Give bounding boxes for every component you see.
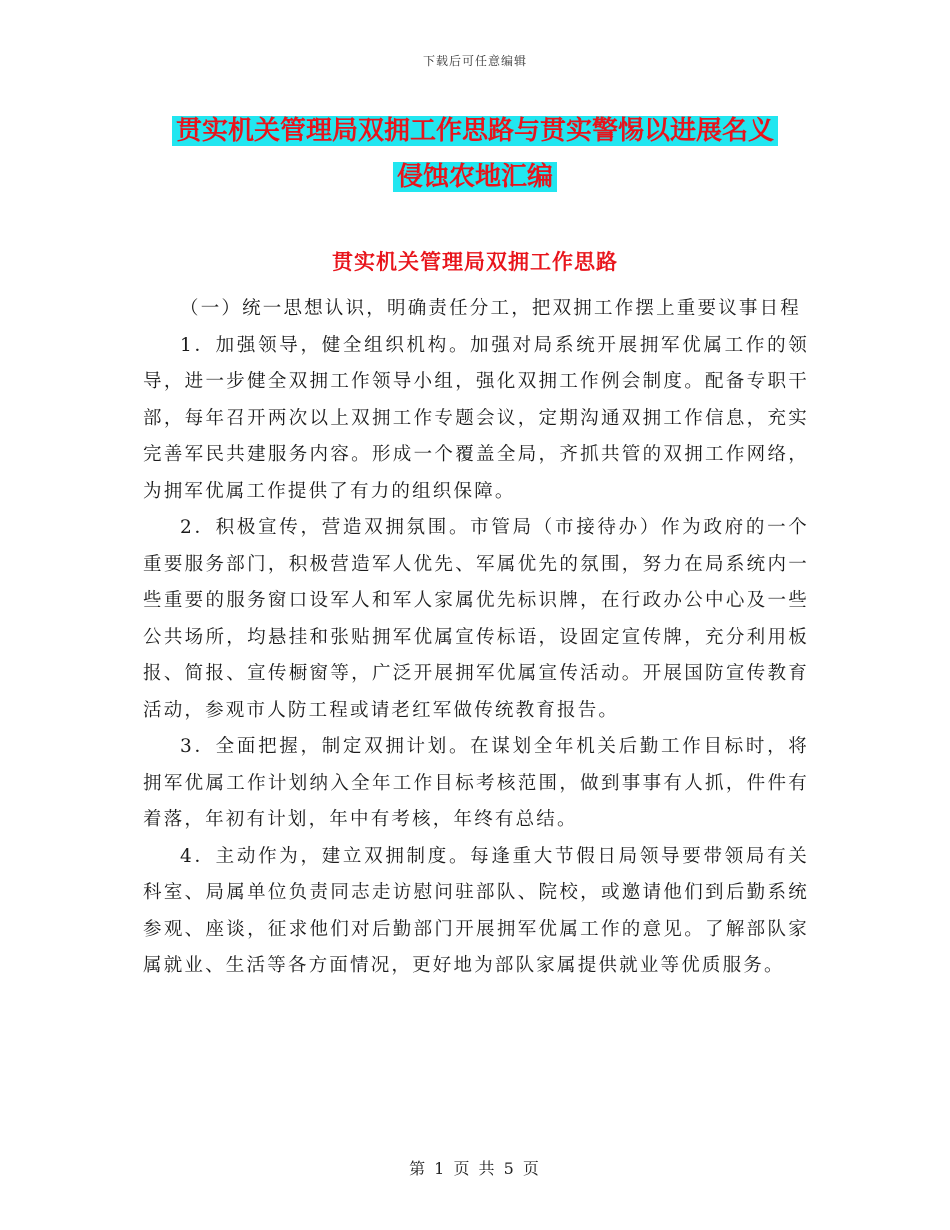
paragraph-3: 3．全面把握，制定双拥计划。在谋划全年机关后勤工作目标时，将拥军优属工作计划纳入全年工作目标考核范围，做到事事有人抓，件件有着落，年初有计划，年中有考核，年终有总结。 (143, 736, 809, 830)
page-footer: 第 1 页 共 5 页 (409, 1159, 541, 1178)
paragraph-1: 1．加强领导，健全组织机构。加强对局系统开展拥军优属工作的领导，进一步健全双拥工作领导小组，强化双拥工作例会制度。配备专职干部，每年召开两次以上双拥工作专题会议，定期沟通双拥工作信息，充实完善军民共建服务内容。形成一个覆盖全局，齐抓共管的双拥工作网络，为拥军优属工作提供了有力的组织保障。 (143, 334, 809, 502)
paragraph-2: 2．积极宣传，营造双拥氛围。市管局（市接待办）作为政府的一个重要服务部门，积极营造军人优先、军属优先的氛围，努力在局系统内一些重要的服务窗口设军人和军人家属优先标识牌，在行政办公中心及一些公共场所，均悬挂和张贴拥军优属宣传标语，设固定宣传牌，充分利用板报、简报、宣传橱窗等，广泛开展拥军优属宣传活动。开展国防宣传教育活动，参观市人防工程或请老红军做传统教育报告。 (143, 517, 809, 721)
header-note: 下载后可任意编辑 (422, 54, 527, 68)
paragraph-4: 4．主动作为，建立双拥制度。每逢重大节假日局领导要带领局有关科室、局属单位负责同志走访慰问驻部队、院校，或邀请他们到后勤系统参观、座谈，征求他们对后勤部门开展拥军优属工作的意见。了解部队家属就业、生活等各方面情况，更好地为部队家属提供就业等优质服务。 (143, 845, 809, 976)
section-title: 贯实机关管理局双拥工作思路 (332, 249, 618, 274)
document-title-line-1: 贯实机关管理局双拥工作思路与贯实警惕以进展名义 (172, 116, 778, 146)
document-title (0, 108, 950, 200)
document-body (143, 291, 809, 985)
paragraph-intro: （一）统一思想认识，明确责任分工，把双拥工作摆上重要议事日程 (180, 298, 802, 319)
document-title-line-2: 侵蚀农地汇编 (393, 162, 557, 192)
